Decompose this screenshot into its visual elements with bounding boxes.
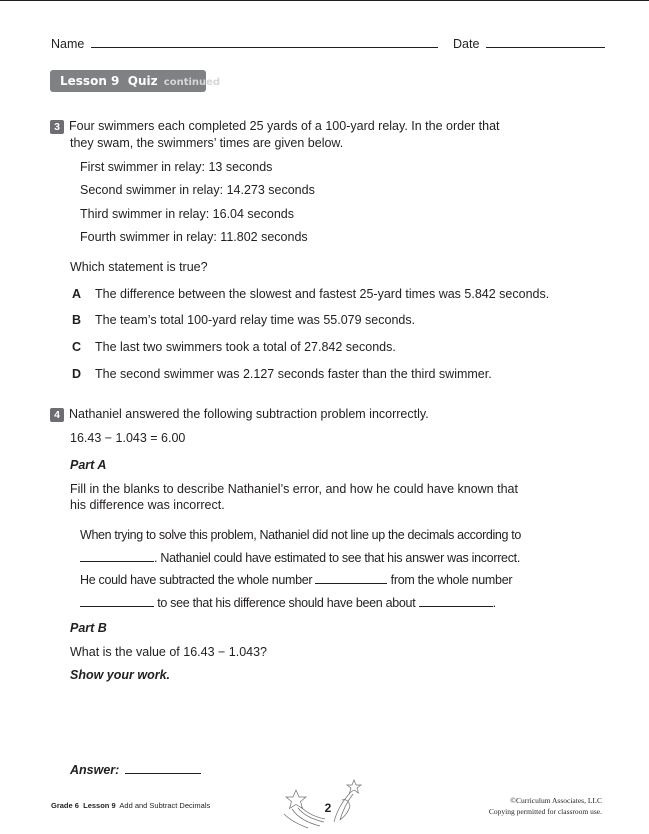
q3-choice-a[interactable] (70, 287, 550, 303)
q3-number-badge: 3 (50, 120, 64, 134)
q4-fill-line2 (80, 550, 520, 565)
fill-line3-text-b: from the whole number (390, 573, 513, 587)
banner-lesson: Lesson 9 (60, 74, 120, 88)
choice-letter: B (72, 313, 82, 327)
fill-blank-2[interactable] (315, 572, 387, 584)
fill-blank-1[interactable] (80, 550, 154, 562)
q3-stem-line1 (50, 119, 500, 134)
q3-choice-c[interactable] (70, 340, 540, 356)
fill-line4-end: . (492, 596, 496, 610)
name-field[interactable] (91, 36, 438, 48)
q4-number-badge: 4 (50, 408, 64, 422)
banner-quiz: Quiz (127, 74, 158, 88)
top-rule (0, 0, 649, 1)
banner-continued: continued (163, 77, 221, 88)
q3-choice-b[interactable] (70, 313, 540, 329)
q4-fill-line1: When trying to solve this problem, Nathaniel did not line up the decimals according to (80, 528, 521, 542)
answer-row (70, 762, 201, 777)
date-field[interactable] (486, 36, 605, 48)
date-label: Date (453, 37, 480, 51)
footer-topic: Add and Subtract Decimals (119, 801, 211, 810)
fill-line4-text: to see that his difference should have been about (157, 596, 416, 610)
q4-part-b-label: Part B (70, 621, 107, 635)
choice-text: The second swimmer was 2.127 seconds faster than the third swimmer. (95, 367, 492, 381)
footer-copyright: ©Curriculum Associates, LLC (510, 796, 602, 805)
choice-letter: D (72, 367, 82, 381)
choice-text: The difference between the slowest and fastest 25-yard times was 5.842 seconds. (95, 287, 550, 301)
q3-stem-line2: they swam, the swimmers’ times are given below. (70, 136, 344, 150)
q3-choice-d[interactable] (70, 367, 540, 383)
footer-course (51, 801, 210, 810)
choice-letter: A (72, 287, 82, 301)
q4-fill-line3 (80, 572, 512, 587)
star-decoration (278, 776, 368, 830)
q3-question: Which statement is true? (70, 260, 208, 274)
name-row (51, 36, 438, 51)
q3-stem-text1: Four swimmers each completed 25 yards of a 100-yard relay. In the order that (69, 119, 500, 133)
q3-time-2: Second swimmer in relay: 14.273 seconds (80, 183, 315, 197)
lesson-banner (50, 70, 221, 92)
choice-text: The last two swimmers took a total of 27.842 seconds. (95, 340, 396, 354)
footer-copyright-block (489, 795, 602, 817)
answer-label: Answer: (70, 763, 120, 777)
q4-fill-line4 (80, 595, 496, 610)
q3-time-4: Fourth swimmer in relay: 11.802 seconds (80, 230, 308, 244)
q4-part-a-instr-line1: Fill in the blanks to describe Nathaniel’s error, and how he could have known that (70, 482, 518, 496)
fill-line3-text-a: He could have subtracted the whole number (80, 573, 313, 587)
answer-field[interactable] (125, 762, 201, 774)
q4-part-a-label: Part A (70, 458, 107, 472)
q4-stem-text: Nathaniel answered the following subtraction problem incorrectly. (69, 407, 429, 421)
choice-text: The team’s total 100-yard relay time was 55.079 seconds. (95, 313, 416, 327)
q4-part-a-instr-line2: his difference was incorrect. (70, 498, 225, 512)
date-row (453, 36, 605, 51)
q4-part-b-question: What is the value of 16.43 − 1.043? (70, 645, 268, 659)
page-number: 2 (324, 801, 332, 815)
fill-blank-4[interactable] (419, 595, 493, 607)
q4-show-work: Show your work. (70, 668, 171, 682)
fill-line2-text: . Nathaniel could have estimated to see that his answer was incorrect. (154, 551, 521, 565)
q3-time-1: First swimmer in relay: 13 seconds (80, 160, 273, 174)
footer-permission: Copying permitted for classroom use. (488, 807, 602, 816)
name-label: Name (51, 37, 85, 51)
footer-lesson: Lesson 9 (83, 801, 116, 810)
q4-stem (50, 407, 429, 422)
choice-letter: C (72, 340, 82, 354)
q3-time-3: Third swimmer in relay: 16.04 seconds (80, 207, 294, 221)
fill-blank-3[interactable] (80, 595, 154, 607)
q4-equation: 16.43 − 1.043 = 6.00 (70, 431, 186, 445)
footer-grade: Grade 6 (51, 801, 79, 810)
